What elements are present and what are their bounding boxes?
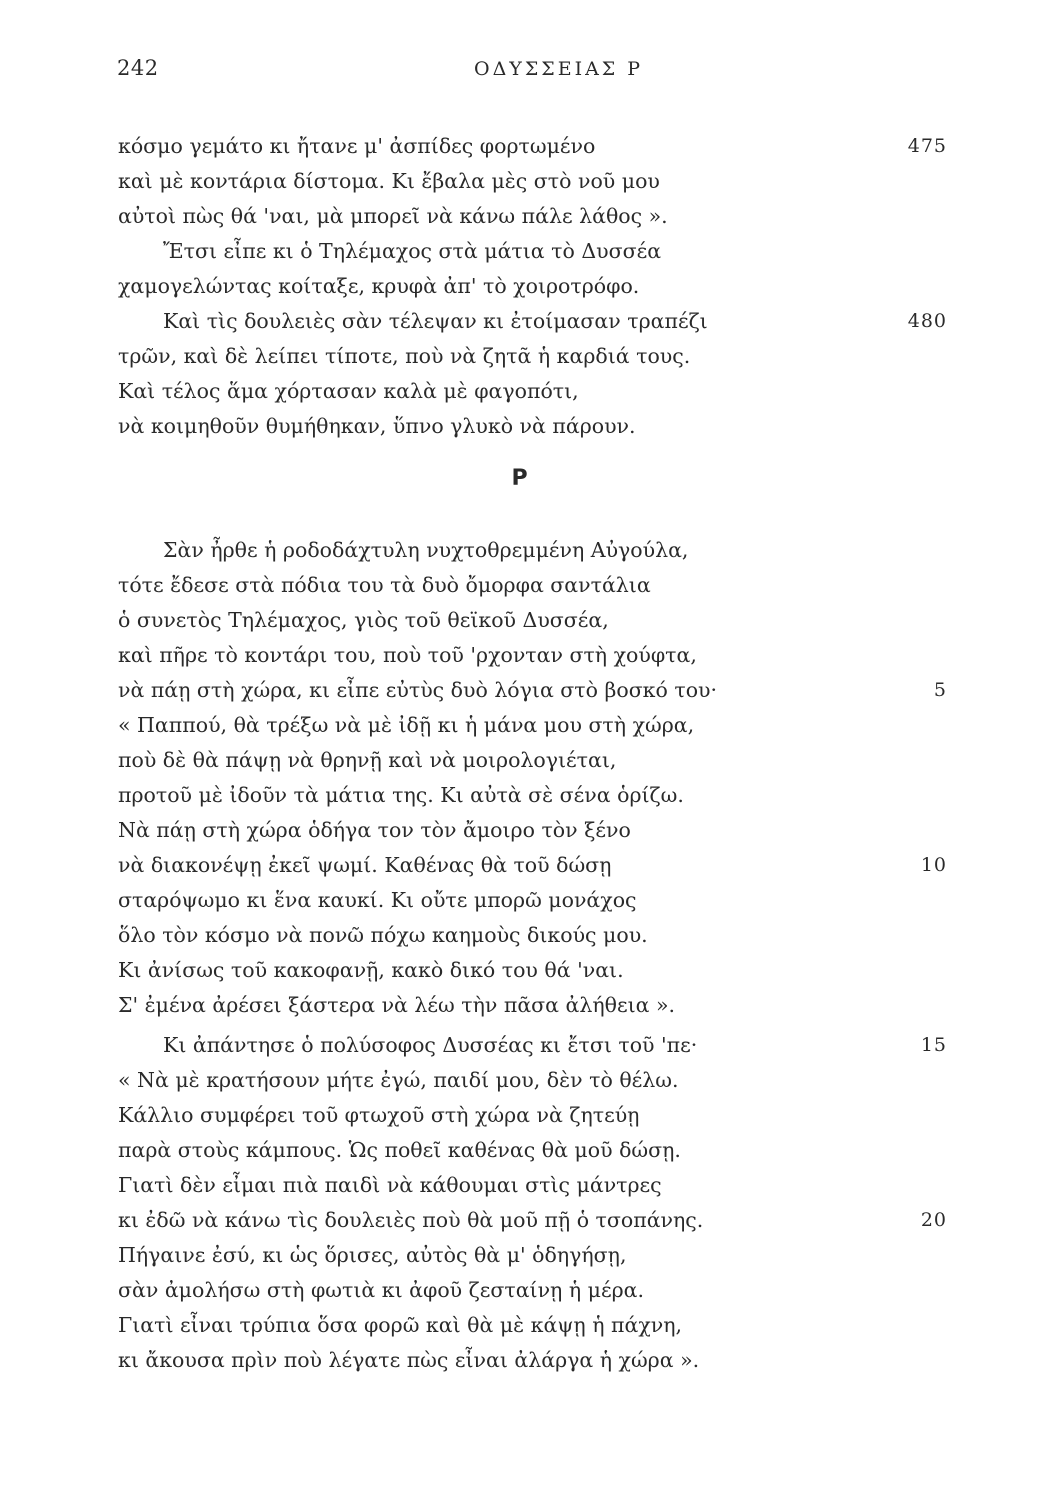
verse-text: τότε ἔδεσε στὰ πόδια του τὰ δυὸ ὄμορφα σαντάλια xyxy=(118,573,651,597)
line-number: 20 xyxy=(920,1209,947,1231)
verse-text: αὐτοὶ πὼς θά 'ναι, μὰ μπορεῖ νὰ κάνω πάλε λάθος ». xyxy=(118,204,668,228)
verse-text: Ἔτσι εἶπε κι ὁ Τηλέμαχος στὰ μάτια τὸ Δυσσέα xyxy=(163,239,662,263)
line-number: 480 xyxy=(907,310,947,332)
running-head xyxy=(0,56,1039,92)
book-title: ΟΔΥΣΣΕΙΑΣ Ρ xyxy=(474,58,644,80)
verse-line xyxy=(0,743,1039,777)
line-number: 15 xyxy=(920,1034,947,1056)
line-number: 10 xyxy=(920,854,947,876)
verse-text: Κι ἀπάντησε ὁ πολύσοφος Δυσσέας κι ἔτσι τοῦ 'πε· xyxy=(163,1033,698,1057)
verse-line xyxy=(0,1308,1039,1342)
verse-line xyxy=(0,883,1039,917)
verse-line xyxy=(0,1063,1039,1097)
verse-line xyxy=(0,568,1039,602)
verse-text: παρὰ στοὺς κάμπους. Ὡς ποθεῖ καθένας θὰ μοῦ δώσῃ. xyxy=(118,1138,681,1162)
page-number: 242 xyxy=(117,56,159,80)
verse-text: καὶ μὲ κοντάρια δίστομα. Κι ἔβαλα μὲς στὸ νοῦ μου xyxy=(118,169,660,193)
verse-line xyxy=(0,269,1039,303)
verse-text: Καὶ τὶς δουλειὲς σὰν τέλεψαν κι ἐτοίμασαν τραπέζι xyxy=(163,309,708,333)
verse-line xyxy=(0,953,1039,987)
verse-line xyxy=(0,409,1039,443)
verse-line xyxy=(0,1028,1039,1062)
verse-line xyxy=(0,673,1039,707)
verse-text: Γιατὶ εἶναι τρύπια ὅσα φορῶ καὶ θὰ μὲ κάψῃ ἡ πάχνη, xyxy=(118,1313,683,1337)
verse-line xyxy=(0,1098,1039,1132)
verse-text: Καὶ τέλος ἅμα χόρτασαν καλὰ μὲ φαγοπότι, xyxy=(118,379,579,403)
verse-line xyxy=(0,708,1039,742)
verse-line xyxy=(0,374,1039,408)
verse-line xyxy=(0,848,1039,882)
verse-text: Γιατὶ δὲν εἶμαι πιὰ παιδὶ νὰ κάθουμαι στὶς μάντρες xyxy=(118,1173,662,1197)
verse-line xyxy=(0,1203,1039,1237)
verse-line xyxy=(0,638,1039,672)
verse-line xyxy=(0,234,1039,268)
verse-text: νὰ πάῃ στὴ χώρα, κι εἶπε εὐτὺς δυὸ λόγια στὸ βοσκό του· xyxy=(118,678,718,702)
verse-text: νὰ κοιμηθοῦν θυμήθηκαν, ὕπνο γλυκὸ νὰ πάρουν. xyxy=(118,414,636,438)
verse-text: Πήγαινε ἐσύ, κι ὡς ὅρισες, αὐτὸς θὰ μ' ὁδηγήσῃ, xyxy=(118,1243,627,1267)
verse-text: τρῶν, καὶ δὲ λείπει τίποτε, ποὺ νὰ ζητᾶ ἡ καρδιά τους. xyxy=(118,344,691,368)
verse-line xyxy=(0,199,1039,233)
verse-text: Κάλλιο συμφέρει τοῦ φτωχοῦ στὴ χώρα νὰ ζητεύῃ xyxy=(118,1103,640,1127)
verse-text: κι ἐδῶ νὰ κάνω τὶς δουλειὲς ποὺ θὰ μοῦ πῇ ὁ τσοπάνης. xyxy=(118,1208,704,1232)
verse-line xyxy=(0,778,1039,812)
verse-line xyxy=(0,603,1039,637)
verse-text: σὰν ἀμολήσω στὴ φωτιὰ κι ἀφοῦ ζεσταίνῃ ἡ μέρα. xyxy=(118,1278,645,1302)
verse-text: « Νὰ μὲ κρατήσουν μήτε ἐγώ, παιδί μου, δὲν τὸ θέλω. xyxy=(118,1068,679,1092)
verse-text: Κι ἀνίσως τοῦ κακοφανῇ, κακὸ δικό του θά 'ναι. xyxy=(118,958,624,982)
verse-text: « Παππού, θὰ τρέξω νὰ μὲ ἰδῇ κι ἡ μάνα μου στὴ χώρα, xyxy=(118,713,695,737)
verse-text: ὅλο τὸν κόσμο νὰ πονῶ πόχω καημοὺς δικούς μου. xyxy=(118,923,648,947)
verse-line xyxy=(0,1133,1039,1167)
book-heading-letter: Ρ xyxy=(511,466,528,491)
verse-line xyxy=(0,129,1039,163)
verse-text: χαμογελώντας κοίταξε, κρυφὰ ἀπ' τὸ χοιροτρόφο. xyxy=(118,274,640,298)
verse-text: Σὰν ἦρθε ἡ ροδοδάχτυλη νυχτοθρεμμένη Αὐγούλα, xyxy=(163,538,689,562)
verse-line xyxy=(0,164,1039,198)
verse-line xyxy=(0,533,1039,567)
verse-text: προτοῦ μὲ ἰδοῦν τὰ μάτια της. Κι αὐτὰ σὲ σένα ὁρίζω. xyxy=(118,783,684,807)
verse-line xyxy=(0,304,1039,338)
verse-text: καὶ πῆρε τὸ κοντάρι του, ποὺ τοῦ 'ρχονταν στὴ χούφτα, xyxy=(118,643,697,667)
verse-text: ὁ συνετὸς Τηλέμαχος, γιὸς τοῦ θεϊκοῦ Δυσσέα, xyxy=(118,608,609,632)
verse-line xyxy=(0,339,1039,373)
verse-line xyxy=(0,988,1039,1022)
verse-text: Νὰ πάῃ στὴ χώρα ὁδήγα τον τὸν ἄμοιρο τὸν ξένο xyxy=(118,818,631,842)
verse-line xyxy=(0,1273,1039,1307)
verse-line xyxy=(0,813,1039,847)
verse-text: κόσμο γεμάτο κι ἤτανε μ' ἀσπίδες φορτωμένο xyxy=(118,134,596,158)
line-number: 5 xyxy=(933,679,947,701)
line-number: 475 xyxy=(907,135,947,157)
verse-line xyxy=(0,1343,1039,1377)
verse-text: σταρόψωμο κι ἕνα καυκί. Κι οὔτε μπορῶ μονάχος xyxy=(118,888,637,912)
verse-line xyxy=(0,1238,1039,1272)
verse-text: κι ἄκουσα πρὶν ποὺ λέγατε πὼς εἶναι ἀλάργα ἡ χώρα ». xyxy=(118,1348,700,1372)
verse-text: Σ' ἐμένα ἀρέσει ξάστερα νὰ λέω τὴν πᾶσα ἀλήθεια ». xyxy=(118,993,676,1017)
verse-line xyxy=(0,1168,1039,1202)
verse-text: νὰ διακονέψῃ ἐκεῖ ψωμί. Καθένας θὰ τοῦ δώσῃ xyxy=(118,853,612,877)
verse-line xyxy=(0,918,1039,952)
verse-text: ποὺ δὲ θὰ πάψῃ νὰ θρηνῇ καὶ νὰ μοιρολογιέται, xyxy=(118,748,617,772)
